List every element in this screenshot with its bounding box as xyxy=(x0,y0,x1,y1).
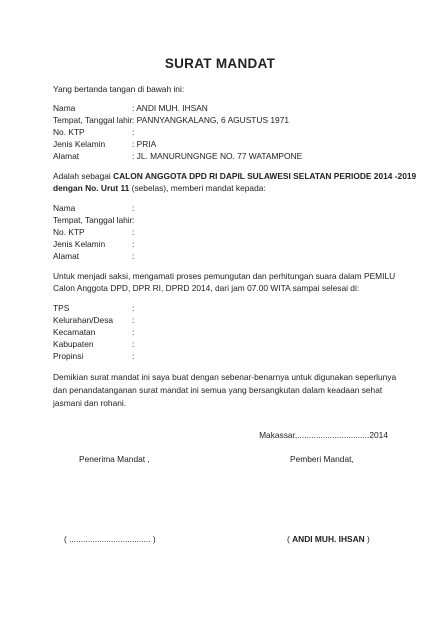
field-value: : xyxy=(132,251,135,261)
closing-line-2: dan penandatanganan surat mandat ini semua yang bersangkutan dalam keadaan sehat xyxy=(53,385,383,395)
location-row-tps xyxy=(53,303,134,313)
document-title: SURAT MANDAT xyxy=(164,56,276,71)
field-value: : xyxy=(132,315,135,325)
statement-line-1 xyxy=(53,171,416,181)
location-row-regency xyxy=(53,339,134,349)
field-value: : PANNYANGKALANG, 6 AGUSTUS 1971 xyxy=(132,115,290,125)
field-label: Tempat, Tanggal lahir xyxy=(53,215,133,225)
candidate-title: CALON ANGGOTA DPD RI DAPIL SULAWESI SELATAN PERIODE 2014 -2019 xyxy=(113,171,417,181)
location-row-district xyxy=(53,327,134,337)
field-label: Kabupaten xyxy=(53,339,94,349)
place-date: Makassar,...............................2014 xyxy=(259,430,388,440)
receiver-label: Penerima Mandat , xyxy=(79,454,150,464)
statement-line-2 xyxy=(53,183,266,193)
field-value: : xyxy=(132,127,135,137)
recipient-row-address xyxy=(53,251,134,261)
signer-row-name xyxy=(53,103,208,113)
signer-row-ktp xyxy=(53,127,134,137)
paren-open: ( xyxy=(287,534,293,544)
field-label: Jenis Kelamin xyxy=(53,139,106,149)
signer-row-gender xyxy=(53,139,156,149)
field-value: : JL. MANURUNGNGE NO. 77 WATAMPONE xyxy=(132,151,303,161)
field-label: No. KTP xyxy=(53,227,85,237)
closing-line-1: Demikian surat mandat ini saya buat dengan sebenar-benarnya untuk digunakan seperlunya xyxy=(53,372,397,382)
field-label: Nama xyxy=(53,203,76,213)
purpose-line-2: Calon Anggota DPD, DPR RI, DPRD 2014, dari jam 07.00 WITA sampai selesai di: xyxy=(53,283,360,293)
field-value: : ANDI MUH. IHSAN xyxy=(132,103,208,113)
recipient-row-ktp xyxy=(53,227,134,237)
field-value: : xyxy=(132,239,135,249)
recipient-row-birth xyxy=(53,215,134,225)
recipient-row-name xyxy=(53,203,134,213)
field-value: : PRIA xyxy=(132,139,157,149)
location-row-province xyxy=(53,351,134,361)
purpose-line-1: Untuk menjadi saksi, mengamati proses pemungutan dan perhitungan suara dalam PEMILU xyxy=(53,271,396,281)
statement-pre: Adalah sebagai xyxy=(53,171,114,181)
ballot-number: dengan No. Urut 11 xyxy=(53,183,130,193)
field-value: : xyxy=(132,327,135,337)
field-label: TPS xyxy=(53,303,70,313)
field-value: : xyxy=(132,351,135,361)
field-label: Kecamatan xyxy=(53,327,96,337)
field-label: Nama xyxy=(53,103,76,113)
receiver-name-blank: ( ................................... ) xyxy=(64,534,156,544)
field-label: Tempat, Tanggal lahir xyxy=(53,115,133,125)
field-label: Kelurahan/Desa xyxy=(53,315,114,325)
field-label: Propinsi xyxy=(53,351,84,361)
giver-label: Pemberi Mandat, xyxy=(290,454,354,464)
field-value: : xyxy=(132,203,135,213)
field-value: : xyxy=(132,339,135,349)
statement-post: (sebelas), memberi mandat kepada: xyxy=(129,183,266,193)
field-value: : xyxy=(132,227,135,237)
closing-line-3: jasmani dan rohani. xyxy=(53,398,127,408)
field-label: Alamat xyxy=(53,251,80,261)
field-value: : xyxy=(132,215,135,225)
signer-row-birth xyxy=(53,115,289,125)
signer-row-address xyxy=(53,151,302,161)
giver-name xyxy=(287,534,370,544)
paren-close: ) xyxy=(364,534,370,544)
giver-name-text: ANDI MUH. IHSAN xyxy=(292,534,365,544)
field-label: Alamat xyxy=(53,151,80,161)
location-row-village xyxy=(53,315,134,325)
field-label: No. KTP xyxy=(53,127,85,137)
recipient-row-gender xyxy=(53,239,134,249)
intro-text: Yang bertanda tangan di bawah ini: xyxy=(53,84,185,94)
field-label: Jenis Kelamin xyxy=(53,239,106,249)
field-value: : xyxy=(132,303,135,313)
